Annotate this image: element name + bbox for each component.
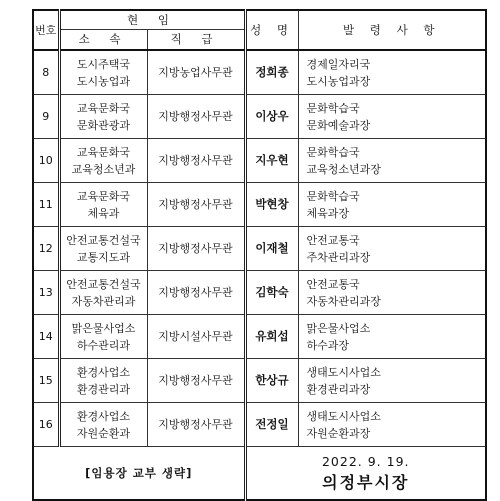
affiliation-bureau: 교육문화국 xyxy=(76,145,131,159)
appointment-position: 도시농업과장 xyxy=(306,74,371,88)
appointment-bureau: 문화학습국 xyxy=(306,189,360,203)
header-name: 성 명 xyxy=(245,10,298,50)
footer-date: 2022. 9. 19. xyxy=(321,454,410,469)
footer-signature xyxy=(245,447,486,501)
appointment-position: 주차관리과장 xyxy=(306,250,371,264)
row-rank: 지방행정사무관 xyxy=(147,403,245,447)
header-current: 현 임 xyxy=(59,10,245,30)
affiliation-bureau: 환경사업소 xyxy=(76,365,131,379)
row-name: 전정일 xyxy=(245,403,298,447)
affiliation-division: 환경관리과 xyxy=(76,382,131,396)
appointment-position: 교육청소년과장 xyxy=(306,162,381,176)
appointment-bureau: 문화학습국 xyxy=(306,101,360,115)
row-number: 11 xyxy=(33,183,59,227)
affiliation-division: 도시농업과 xyxy=(76,74,131,88)
row-number: 15 xyxy=(33,359,59,403)
affiliation-division: 교통지도과 xyxy=(76,250,131,264)
footer-row xyxy=(33,447,486,501)
row-appointment xyxy=(298,227,486,271)
table-row xyxy=(33,403,486,447)
appointment-bureau: 맑은물사업소 xyxy=(306,321,371,335)
footer-issuer: 의정부시장 xyxy=(322,473,410,492)
affiliation-bureau: 도시주택국 xyxy=(76,57,131,71)
table-row xyxy=(33,227,486,271)
header-appointment: 발 령 사 항 xyxy=(298,10,486,50)
header-no: 번호 xyxy=(33,10,59,50)
affiliation-division: 자원순환과 xyxy=(76,426,131,440)
row-number: 10 xyxy=(33,139,59,183)
appointment-bureau: 생태도시사업소 xyxy=(306,365,381,379)
row-rank: 지방행정사무관 xyxy=(147,95,245,139)
row-appointment xyxy=(298,50,486,95)
header-affiliation: 소 속 xyxy=(59,30,147,51)
row-appointment xyxy=(298,359,486,403)
affiliation-division: 교육청소년과 xyxy=(71,162,136,176)
row-affiliation xyxy=(59,95,147,139)
row-name: 정희종 xyxy=(245,50,298,95)
appointment-position: 체육과장 xyxy=(306,206,350,220)
affiliation-division: 문화관광과 xyxy=(76,118,131,132)
row-appointment xyxy=(298,139,486,183)
affiliation-division: 체육과 xyxy=(87,206,120,220)
row-affiliation xyxy=(59,271,147,315)
table-row xyxy=(33,95,486,139)
affiliation-bureau: 안전교통건설국 xyxy=(66,233,141,247)
row-name: 이상우 xyxy=(245,95,298,139)
row-name: 한상규 xyxy=(245,359,298,403)
table-row xyxy=(33,359,486,403)
row-rank: 지방행정사무관 xyxy=(147,271,245,315)
affiliation-bureau: 교육문화국 xyxy=(76,189,131,203)
appointment-position: 하수과장 xyxy=(306,338,350,352)
row-rank: 지방행정사무관 xyxy=(147,227,245,271)
row-appointment xyxy=(298,315,486,359)
appointment-bureau: 생태도시사업소 xyxy=(306,409,381,423)
affiliation-bureau: 맑은물사업소 xyxy=(71,321,136,335)
row-rank: 지방행정사무관 xyxy=(147,359,245,403)
row-affiliation xyxy=(59,50,147,95)
row-appointment xyxy=(298,403,486,447)
appointment-position: 문화예술과장 xyxy=(306,118,371,132)
appointment-bureau: 문화학습국 xyxy=(306,145,360,159)
row-appointment xyxy=(298,95,486,139)
row-affiliation xyxy=(59,227,147,271)
header-rank: 직 급 xyxy=(147,30,245,51)
table-body xyxy=(33,50,486,447)
row-name: 유희섭 xyxy=(245,315,298,359)
row-number: 14 xyxy=(33,315,59,359)
affiliation-division: 자동차관리과 xyxy=(71,294,136,308)
footer-note: [임용장 교부 생략] xyxy=(33,447,245,501)
row-number: 12 xyxy=(33,227,59,271)
affiliation-bureau: 교육문화국 xyxy=(76,101,131,115)
table-row xyxy=(33,50,486,95)
row-affiliation xyxy=(59,315,147,359)
table-row xyxy=(33,271,486,315)
header-row-top xyxy=(33,10,486,30)
affiliation-bureau: 환경사업소 xyxy=(76,409,131,423)
affiliation-division: 하수관리과 xyxy=(76,338,131,352)
row-appointment xyxy=(298,271,486,315)
row-rank: 지방행정사무관 xyxy=(147,183,245,227)
affiliation-bureau: 안전교통건설국 xyxy=(66,277,141,291)
table-row xyxy=(33,139,486,183)
table-row xyxy=(33,315,486,359)
row-affiliation xyxy=(59,139,147,183)
appointment-bureau: 경제일자리국 xyxy=(306,57,371,71)
appointment-bureau: 안전교통국 xyxy=(306,277,360,291)
appointment-bureau: 안전교통국 xyxy=(306,233,360,247)
appointment-position: 자원순환과장 xyxy=(306,426,371,440)
row-name: 박현창 xyxy=(245,183,298,227)
appointment-position: 환경관리과장 xyxy=(306,382,371,396)
appointment-document xyxy=(32,9,485,501)
row-appointment xyxy=(298,183,486,227)
row-affiliation xyxy=(59,183,147,227)
row-rank: 지방농업사무관 xyxy=(147,50,245,95)
row-number: 13 xyxy=(33,271,59,315)
row-number: 9 xyxy=(33,95,59,139)
row-number: 16 xyxy=(33,403,59,447)
row-name: 김학숙 xyxy=(245,271,298,315)
appointment-position: 자동차관리과장 xyxy=(306,294,381,308)
row-number: 8 xyxy=(33,50,59,95)
row-affiliation xyxy=(59,403,147,447)
personnel-table xyxy=(32,9,487,501)
row-affiliation xyxy=(59,359,147,403)
row-rank: 지방시설사무관 xyxy=(147,315,245,359)
row-rank: 지방행정사무관 xyxy=(147,139,245,183)
table-row xyxy=(33,183,486,227)
row-name: 지우현 xyxy=(245,139,298,183)
row-name: 이재철 xyxy=(245,227,298,271)
